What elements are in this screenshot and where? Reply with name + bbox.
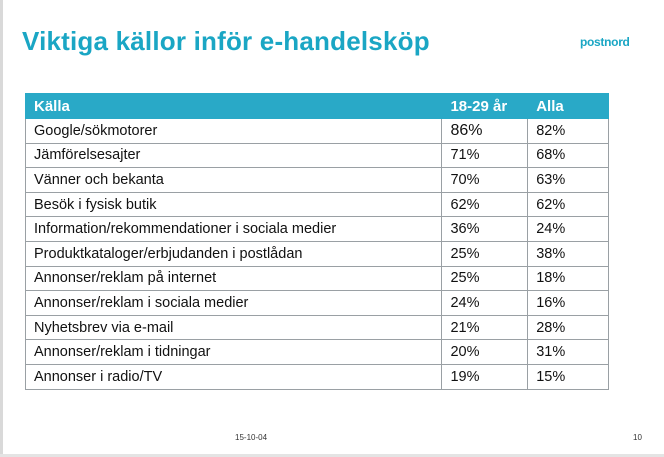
cell-young: 24%: [442, 291, 528, 316]
page-number: 10: [633, 433, 642, 442]
cell-all: 68%: [528, 143, 609, 168]
cell-young: 86%: [442, 119, 528, 144]
cell-young: 70%: [442, 168, 528, 193]
table-row: [26, 266, 609, 291]
cell-source: Annonser/reklam på internet: [26, 266, 442, 291]
cell-young: 36%: [442, 217, 528, 242]
cell-all: 31%: [528, 340, 609, 365]
cell-all: 38%: [528, 241, 609, 266]
table-row: [26, 168, 609, 193]
cell-source: Produktkataloger/erbjudanden i postlådan: [26, 241, 442, 266]
cell-young: 20%: [442, 340, 528, 365]
header-age-18-29: 18-29 år: [442, 94, 528, 119]
table-row: [26, 291, 609, 316]
cell-source: Information/rekommendationer i sociala medier: [26, 217, 442, 242]
cell-all: 16%: [528, 291, 609, 316]
cell-young: 25%: [442, 266, 528, 291]
cell-young: 71%: [442, 143, 528, 168]
cell-all: 18%: [528, 266, 609, 291]
cell-young: 62%: [442, 192, 528, 217]
table-row: [26, 143, 609, 168]
footer-date: 15-10-04: [235, 433, 268, 442]
cell-young: 25%: [442, 241, 528, 266]
table-row: [26, 217, 609, 242]
cell-all: 62%: [528, 192, 609, 217]
cell-all: 15%: [528, 364, 609, 389]
header-source: Källa: [26, 94, 442, 119]
cell-all: 63%: [528, 168, 609, 193]
table-row: [26, 192, 609, 217]
cell-source: Annonser/reklam i sociala medier: [26, 291, 442, 316]
header-all: Alla: [528, 94, 609, 119]
cell-source: Besök i fysisk butik: [26, 192, 442, 217]
cell-all: 28%: [528, 315, 609, 340]
table-header-row: [26, 94, 609, 119]
slide-left-edge: [0, 0, 3, 457]
table-row: [26, 340, 609, 365]
slide-title: Viktiga källor inför e-handelsköp: [22, 26, 430, 56]
table-row: [26, 119, 609, 144]
cell-source: Annonser/reklam i tidningar: [26, 340, 442, 365]
cell-all: 24%: [528, 217, 609, 242]
cell-source: Nyhetsbrev via e-mail: [26, 315, 442, 340]
cell-source: Jämförelsesajter: [26, 143, 442, 168]
cell-all: 82%: [528, 119, 609, 144]
table-row: [26, 364, 609, 389]
postnord-logo: postnord: [580, 35, 630, 49]
cell-source: Vänner och bekanta: [26, 168, 442, 193]
cell-source: Annonser i radio/TV: [26, 364, 442, 389]
cell-source: Google/sökmotorer: [26, 119, 442, 144]
cell-young: 19%: [442, 364, 528, 389]
table-row: [26, 241, 609, 266]
cell-young: 21%: [442, 315, 528, 340]
table-row: [26, 315, 609, 340]
sources-table: [25, 93, 609, 390]
